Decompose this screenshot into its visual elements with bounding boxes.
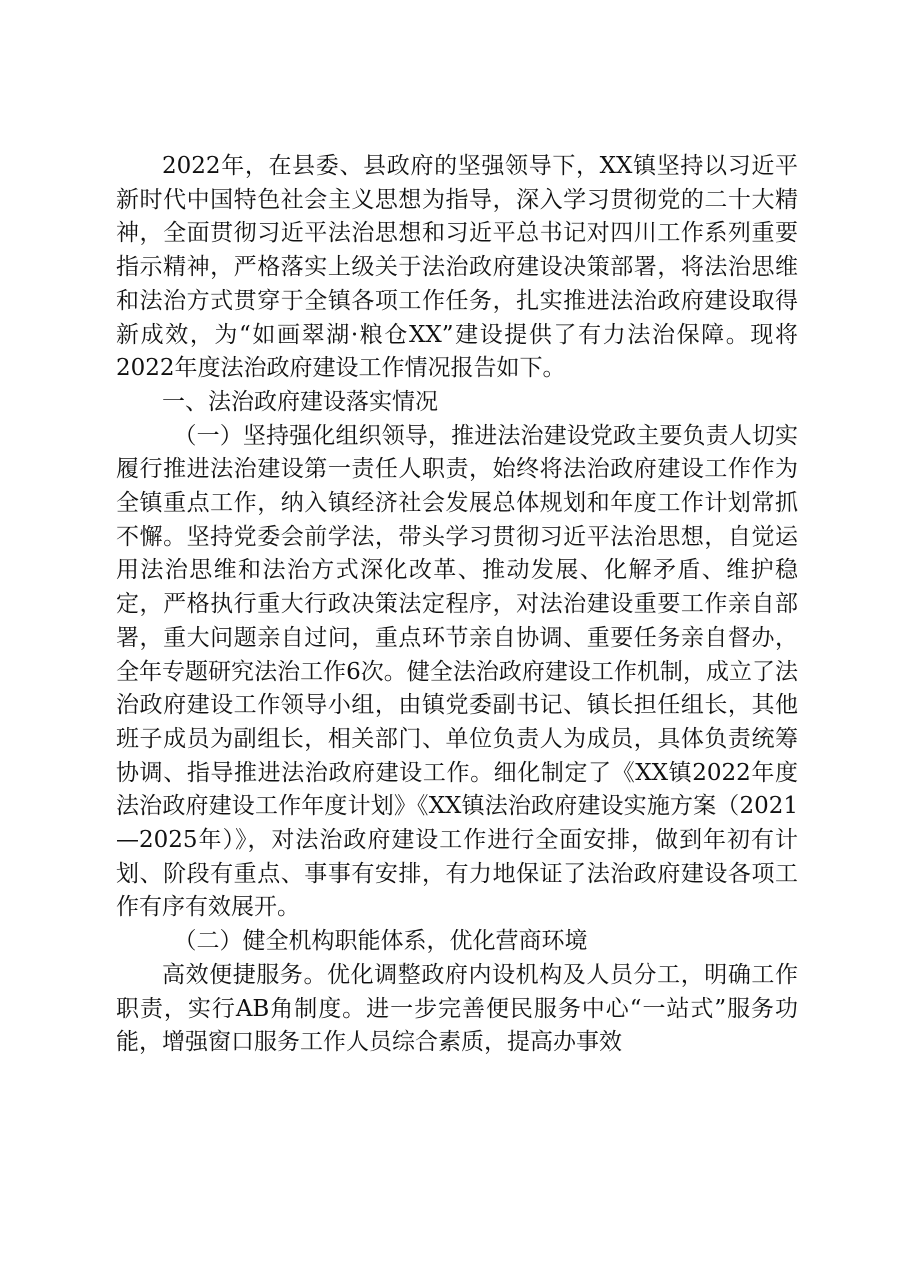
intro-paragraph: 2022年，在县委、县政府的坚强领导下，XX镇坚持以习近平新时代中国特色社会主义思想为指导，深入学习贯彻党的二十大精神，全面贯彻习近平法治思想和习近平总书记对四川工作系列重要指示精神，严格落实上级关于法治政府建设决策部署，将法治思维和法治方式贯穿于全镇各项工作任务，扎实推进法治政府建设取得新成效，为“如画翠湖·粮仓XX”建设提供了有力法治保障。现将2022年度法治政府建设工作情况报告如下。 <box>116 153 798 382</box>
body-paragraph-service: 高效便捷服务。优化调整政府内设机构及人员分工，明确工作职责，实行AB角制度。进一步完善便民服务中心“一站式”服务功能，增强窗口服务工作人员综合素质，提高办事效 <box>116 961 798 1056</box>
document-body <box>116 150 798 1060</box>
subsection-heading-2: （二）健全机构职能体系，优化营商环境 <box>173 928 588 955</box>
section-heading-1: 一、法治政府建设落实情况 <box>162 388 438 415</box>
subsection-paragraph-1: （一）坚持强化组织领导，推进法治建设党政主要负责人切实履行推进法治建设第一责任人职责，始终将法治政府建设工作作为全镇重点工作，纳入镇经济社会发展总体规划和年度工作计划常抓不懈。坚持党委会前学法，带头学习贯彻习近平法治思想，自觉运用法治思维和法治方式深化改革、推动发展、化解矛盾、维护稳定，严格执行重大行政决策法定程序，对法治建设重要工作亲自部署，重大问题亲自过问，重点环节亲自协调、重要任务亲自督办，全年专题研究法治工作6次。健全法治政府建设工作机制，成立了法治政府建设工作领导小组，由镇党委副书记、镇长担任组长，其他班子成员为副组长，相关部门、单位负责人为成员，具体负责统筹协调、指导推进法治政府建设工作。细化制定了《XX镇2022年度法治政府建设工作年度计划》《XX镇法治政府建设实施方案（2021—2025年）》，对法治政府建设工作进行全面安排，做到年初有计划、阶段有重点、事事有安排，有力地保证了法治政府建设各项工作有序有效展开。 <box>116 422 798 921</box>
